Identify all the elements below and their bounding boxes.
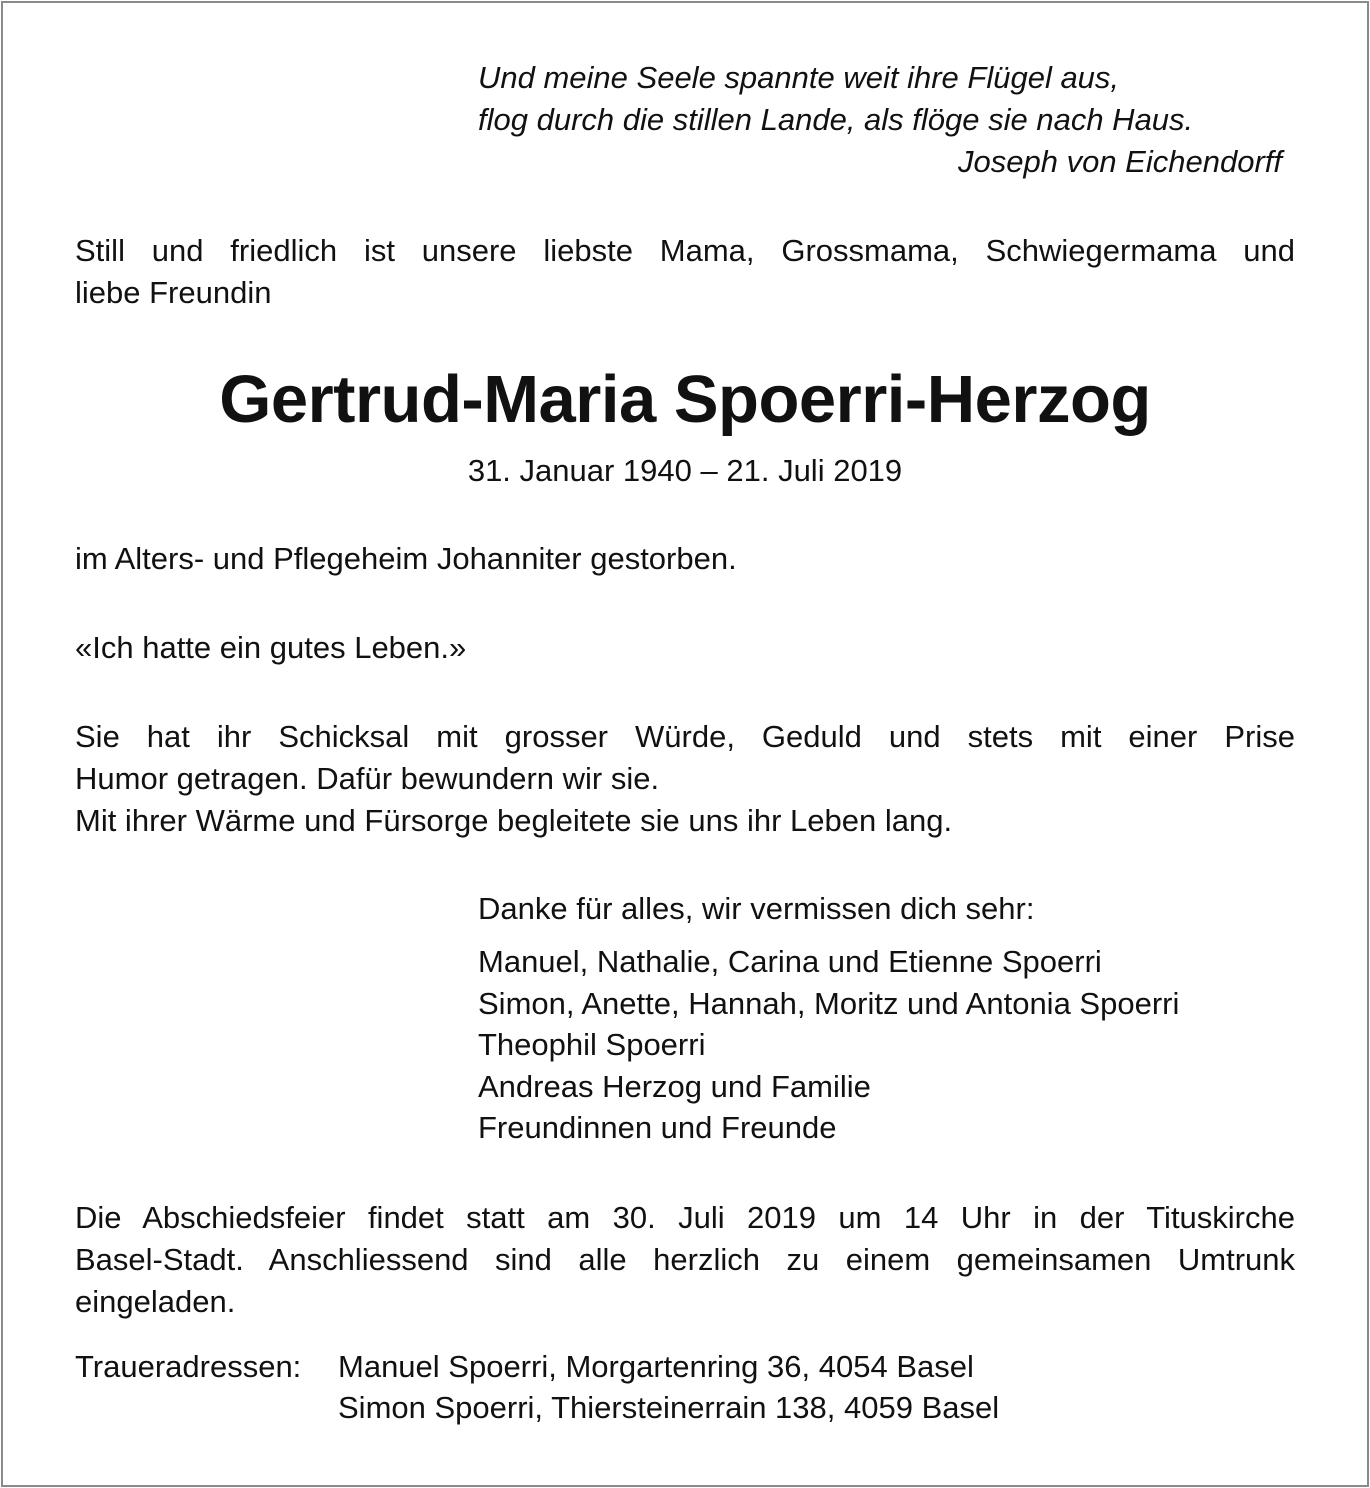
mourner-entry: Simon, Anette, Hannah, Moritz und Antonia Spoerri xyxy=(478,985,1180,1021)
epigraph-author: Joseph von Eichendorff xyxy=(958,144,1282,179)
ceremony-line-3: eingeladen. xyxy=(75,1284,236,1319)
epigraph-line-1: Und meine Seele spannte weit ihre Flügel aus, xyxy=(478,60,1120,95)
intro-line-2: liebe Freundin xyxy=(75,275,272,310)
epigraph-line-2: flog durch die stillen Lande, als flöge sie nach Haus. xyxy=(478,102,1194,137)
addresses-label: Traueradressen: xyxy=(75,1349,302,1384)
quote: «Ich hatte ein gutes Leben.» xyxy=(75,630,467,665)
ceremony-line-1: Die Abschiedsfeier findet statt am 30. Juli 2019 um 14 Uhr in der Tituskirche xyxy=(75,1200,1295,1235)
thanks-line: Danke für alles, wir vermissen dich sehr: xyxy=(478,891,1035,926)
mourner-entry: Andreas Herzog und Familie xyxy=(478,1068,871,1104)
tribute-line-2: Humor getragen. Dafür bewundern wir sie. xyxy=(75,761,660,796)
place-of-death: im Alters- und Pflegeheim Johanniter gestorben. xyxy=(75,541,737,576)
mourners-list xyxy=(478,941,1179,1149)
deceased-name: Gertrud-Maria Spoerri-Herzog xyxy=(219,362,1151,437)
intro-line-1: Still und friedlich ist unsere liebste Mama, Grossmama, Schwiegermama und xyxy=(75,233,1295,268)
address-entry-1: Manuel Spoerri, Morgartenring 36, 4054 Basel xyxy=(338,1349,974,1384)
mourner-entry: Freundinnen und Freunde xyxy=(478,1110,837,1145)
life-dates: 31. Januar 1940 – 21. Juli 2019 xyxy=(467,453,903,488)
mourner-entry: Theophil Spoerri xyxy=(478,1027,706,1062)
tribute-line-1: Sie hat ihr Schicksal mit grosser Würde, Geduld und stets mit einer Prise xyxy=(75,719,1295,754)
mourner-entry: Manuel, Nathalie, Carina und Etienne Spoerri xyxy=(478,944,1102,979)
ceremony-line-2: Basel-Stadt. Anschliessend sind alle herzlich zu einem gemeinsamen Umtrunk xyxy=(75,1242,1295,1277)
tribute-line-3: Mit ihrer Wärme und Fürsorge begleitete sie uns ihr Leben lang. xyxy=(75,803,953,838)
address-entry-2: Simon Spoerri, Thiersteinerrain 138, 4059 Basel xyxy=(338,1390,1000,1425)
